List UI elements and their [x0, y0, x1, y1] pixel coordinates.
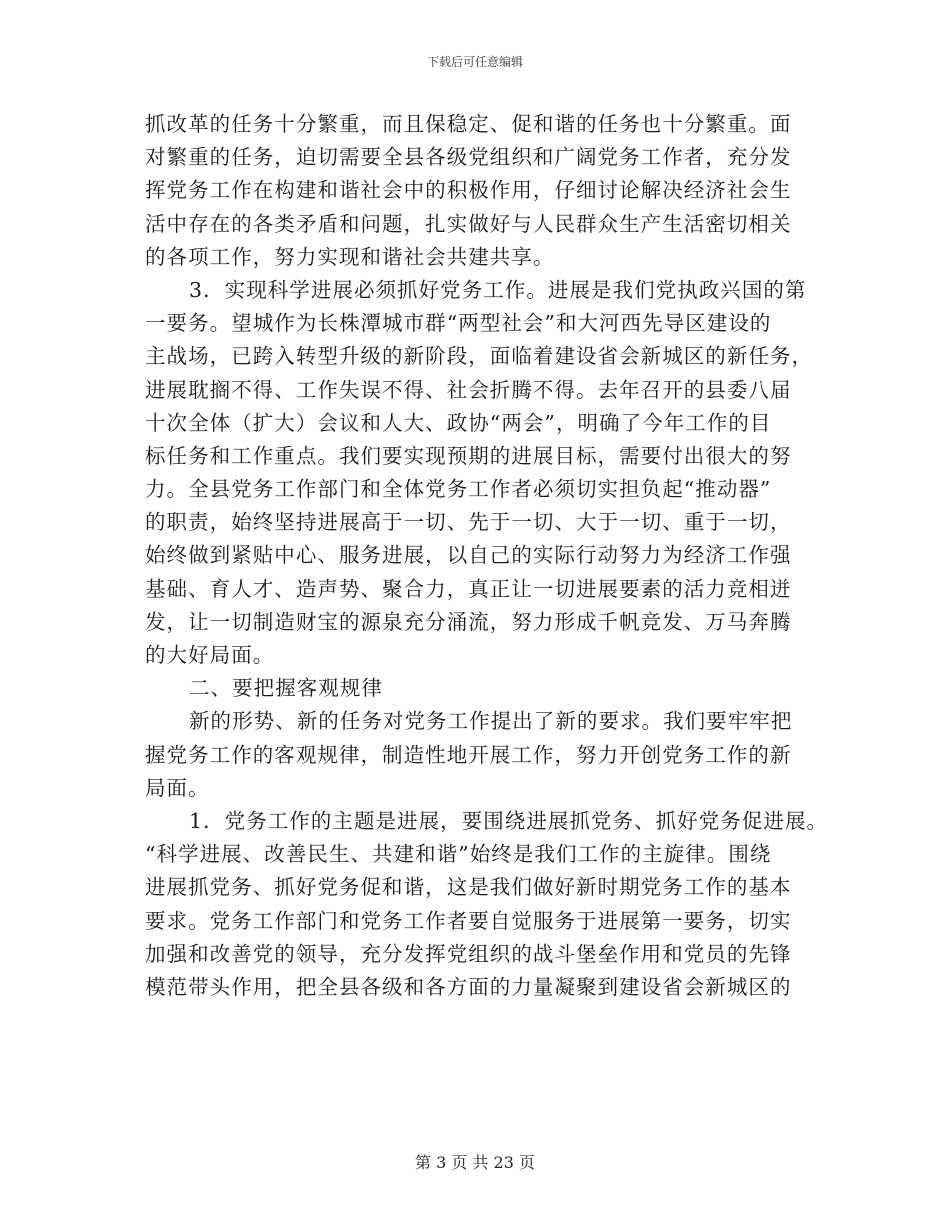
page-number-footer: 第 3 页 共 23 页	[415, 1153, 535, 1172]
page-header: 下载后可任意编辑	[426, 55, 523, 69]
text-line: 十次全体（扩大）会议和人大、政协“两会”，明确了今年工作的目	[145, 410, 772, 435]
text-line: 主战场，已跨入转型升级的新阶段，面临着建设省会新城区的新任务，	[145, 344, 814, 369]
text-line: 新的形势、新的任务对党务工作提出了新的要求。我们要牢牢把	[189, 709, 793, 734]
text-line: 进展抓党务、抓好党务促和谐，这是我们做好新时期党务工作的基本	[145, 875, 792, 900]
text-line: 进展耽搁不得、工作失误不得、社会折腾不得。去年召开的县委八届	[145, 377, 792, 402]
text-line: 始终做到紧贴中心、服务进展，以自己的实际行动努力为经济工作强	[145, 543, 792, 568]
text-line: 抓改革的任务十分繁重，而且保稳定、促和谐的任务也十分繁重。面	[145, 112, 792, 136]
text-line: 加强和改善党的领导，充分发挥党组织的战斗堡垒作用和党员的先锋	[145, 941, 792, 966]
text-line: 发，让一切制造财宝的源泉充分涌流，努力形成千帆竞发、万马奔腾	[145, 609, 792, 634]
text-line: 对繁重的任务，迫切需要全县各级党组织和广阔党务工作者，充分发	[145, 145, 792, 170]
text-line: 模范带头作用，把全县各级和各方面的力量凝聚到建设省会新城区的	[145, 974, 792, 999]
text-line: 局面。	[145, 775, 210, 800]
text-line: 一要务。望城作为长株潭城市群“两型社会”和大河西先导区建设的	[145, 311, 772, 336]
text-line: 的大好局面。	[145, 643, 275, 667]
text-line: 二、要把握客观规律	[189, 676, 383, 701]
text-line: 的职责，始终坚持进展高于一切、先于一切、大于一切、重于一切，	[145, 510, 792, 535]
text-line: 的各项工作，努力实现和谐社会共建共享。	[145, 244, 555, 269]
text-line: 要求。党务工作部门和党务工作者要自觉服务于进展第一要务，切实	[145, 908, 792, 933]
text-line: 3．实现科学进展必须抓好党务工作。进展是我们党执政兴国的第	[189, 277, 807, 302]
text-line: 挥党务工作在构建和谐社会中的积极作用，仔细讨论解决经济社会生	[145, 178, 792, 203]
text-line: 标任务和工作重点。我们要实现预期的进展目标，需要付出很大的努	[145, 443, 792, 468]
text-line: 活中存在的各类矛盾和问题，扎实做好与人民群众生产生活密切相关	[145, 211, 792, 236]
text-line: 力。全县党务工作部门和全体党务工作者必须切实担负起“推动器”	[145, 477, 772, 502]
text-line: “科学进展、改善民生、共建和谐”始终是我们工作的主旋律。围绕	[145, 842, 772, 867]
text-line: 基础、育人才、造声势、聚合力，真正让一切进展要素的活力竞相迸	[145, 576, 792, 601]
document-body	[145, 108, 835, 1004]
text-line: 1．党务工作的主题是进展，要围绕进展抓党务、抓好党务促进展。	[189, 808, 829, 833]
text-line: 握党务工作的客观规律，制造性地开展工作，努力开创党务工作的新	[145, 742, 792, 767]
